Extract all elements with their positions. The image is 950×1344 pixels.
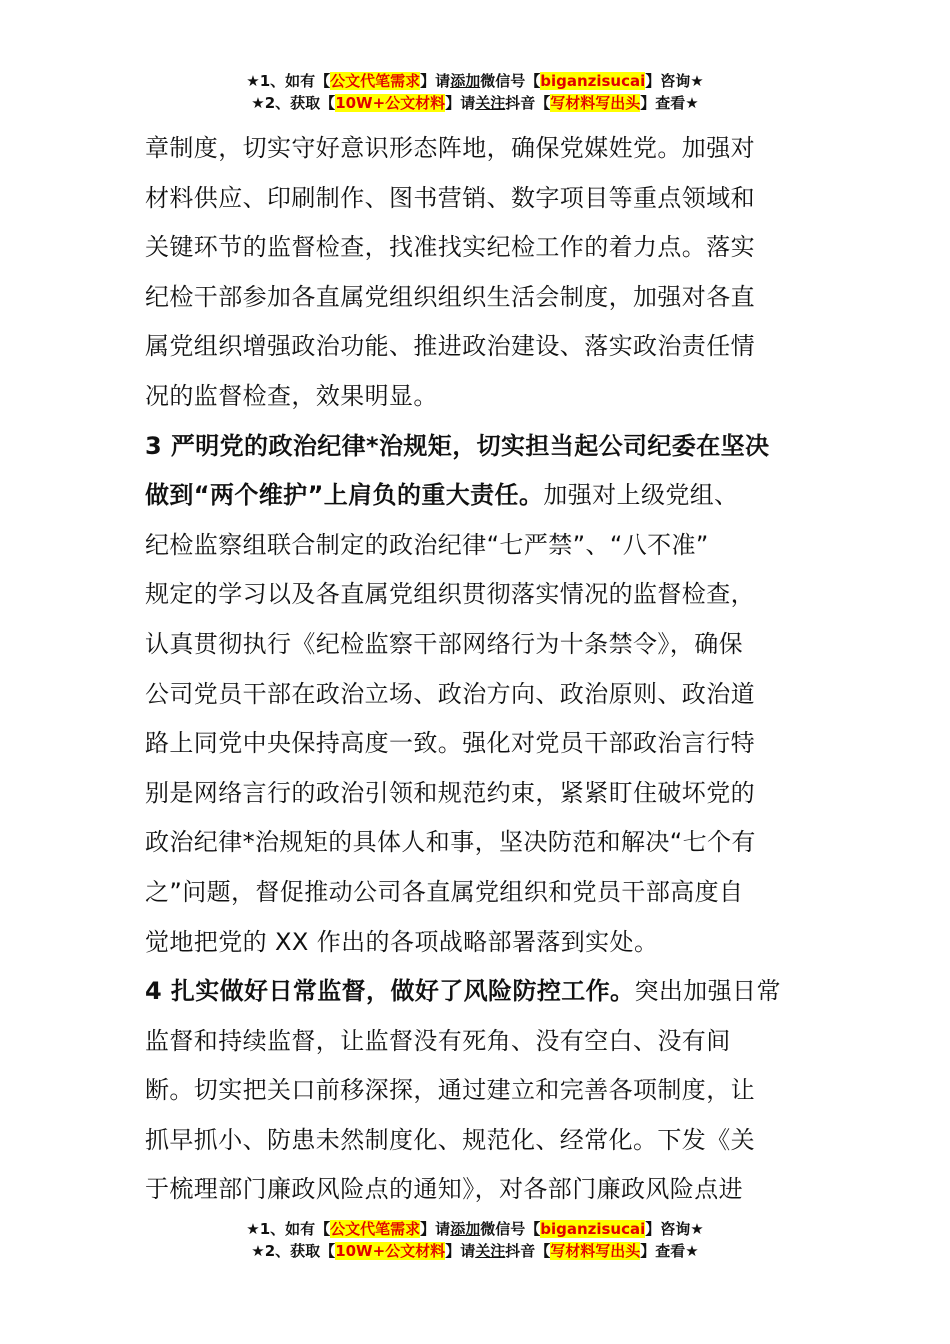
text-line: 监督和持续监督，让监督没有死角、没有空白、没有间 bbox=[145, 1026, 731, 1055]
text-line: 政治纪律*治规矩的具体人和事，坚决防范和解决“七个有 bbox=[145, 828, 756, 857]
document-body bbox=[145, 124, 825, 1215]
banner-highlight: biganzisucai bbox=[540, 72, 646, 90]
banner-highlight: 10W+公文材料 bbox=[335, 94, 446, 112]
text-line: 之”问题，督促推动公司各直属党组织和党员干部高度自 bbox=[145, 877, 744, 906]
text-line: 纪检监察组联合制定的政治纪律“七严禁”、“八不准” bbox=[145, 530, 709, 559]
section-heading: 4 扎实做好日常监督，做好了风险防控工作。 bbox=[145, 977, 635, 1006]
text-line: 4 扎实做好日常监督，做好了风险防控工作。突出加强日常 bbox=[145, 977, 781, 1006]
banner-line-1: ★1、如有【公文代笔需求】请添加微信号【biganzisucai】咨询★ bbox=[246, 1220, 704, 1238]
text-line: 断。切实把关口前移深探，通过建立和完善各项制度，让 bbox=[145, 1076, 755, 1105]
banner-line-2: ★2、获取【10W+公文材料】请关注抖音【写材料写出头】查看★ bbox=[251, 1242, 699, 1260]
section-heading: 做到“两个维护”上肩负的重大责任。 bbox=[145, 481, 544, 510]
section-heading: 3 严明党的政治纪律*治规矩，切实担当起公司纪委在坚决 bbox=[145, 431, 770, 460]
banner-highlight: 公文代笔需求 bbox=[330, 72, 421, 90]
text-line: 认真贯彻执行《纪检监察干部网络行为十条禁令》，确保 bbox=[145, 629, 743, 658]
text-line: 规定的学习以及各直属党组织贯彻落实情况的监督检查， bbox=[145, 580, 755, 609]
text-line: 觉地把党的 XX 作出的各项战略部署落到实处。 bbox=[145, 927, 659, 956]
header-banner bbox=[0, 70, 950, 114]
text-line: 做到“两个维护”上肩负的重大责任。加强对上级党组、 bbox=[145, 481, 739, 510]
text-line: 于梳理部门廉政风险点的通知》，对各部门廉政风险点进 bbox=[145, 1175, 743, 1204]
banner-highlight: 写材料写出头 bbox=[550, 94, 641, 112]
text-line: 纪检干部参加各直属党组织组织生活会制度，加强对各直 bbox=[145, 282, 755, 311]
text-line: 抓早抓小、防患未然制度化、规范化、经常化。下发《关 bbox=[145, 1125, 755, 1154]
text-line: 况的监督检查，效果明显。 bbox=[145, 381, 438, 410]
text-line: 材料供应、印刷制作、图书营销、数字项目等重点领域和 bbox=[145, 183, 755, 212]
banner-highlight: 写材料写出头 bbox=[550, 1242, 641, 1260]
text-line: 章制度，切实守好意识形态阵地，确保党媒姓党。加强对 bbox=[145, 134, 755, 162]
banner-highlight: 公文代笔需求 bbox=[330, 1220, 421, 1238]
text-line: 路上同党中央保持高度一致。强化对党员干部政治言行特 bbox=[145, 729, 755, 758]
banner-highlight: biganzisucai bbox=[540, 1220, 646, 1238]
banner-line-1: ★1、如有【公文代笔需求】请添加微信号【biganzisucai】咨询★ bbox=[246, 72, 704, 90]
text-line: 关键环节的监督检查，找准找实纪检工作的着力点。落实 bbox=[145, 233, 755, 262]
banner-line-2: ★2、获取【10W+公文材料】请关注抖音【写材料写出头】查看★ bbox=[251, 94, 699, 112]
text-line: 别是网络言行的政治引领和规范约束，紧紧盯住破坏党的 bbox=[145, 778, 755, 807]
footer-banner bbox=[0, 1218, 950, 1262]
text-line: 属党组织增强政治功能、推进政治建设、落实政治责任情 bbox=[145, 332, 755, 361]
text-line: 公司党员干部在政治立场、政治方向、政治原则、政治道 bbox=[145, 679, 755, 708]
banner-highlight: 10W+公文材料 bbox=[335, 1242, 446, 1260]
